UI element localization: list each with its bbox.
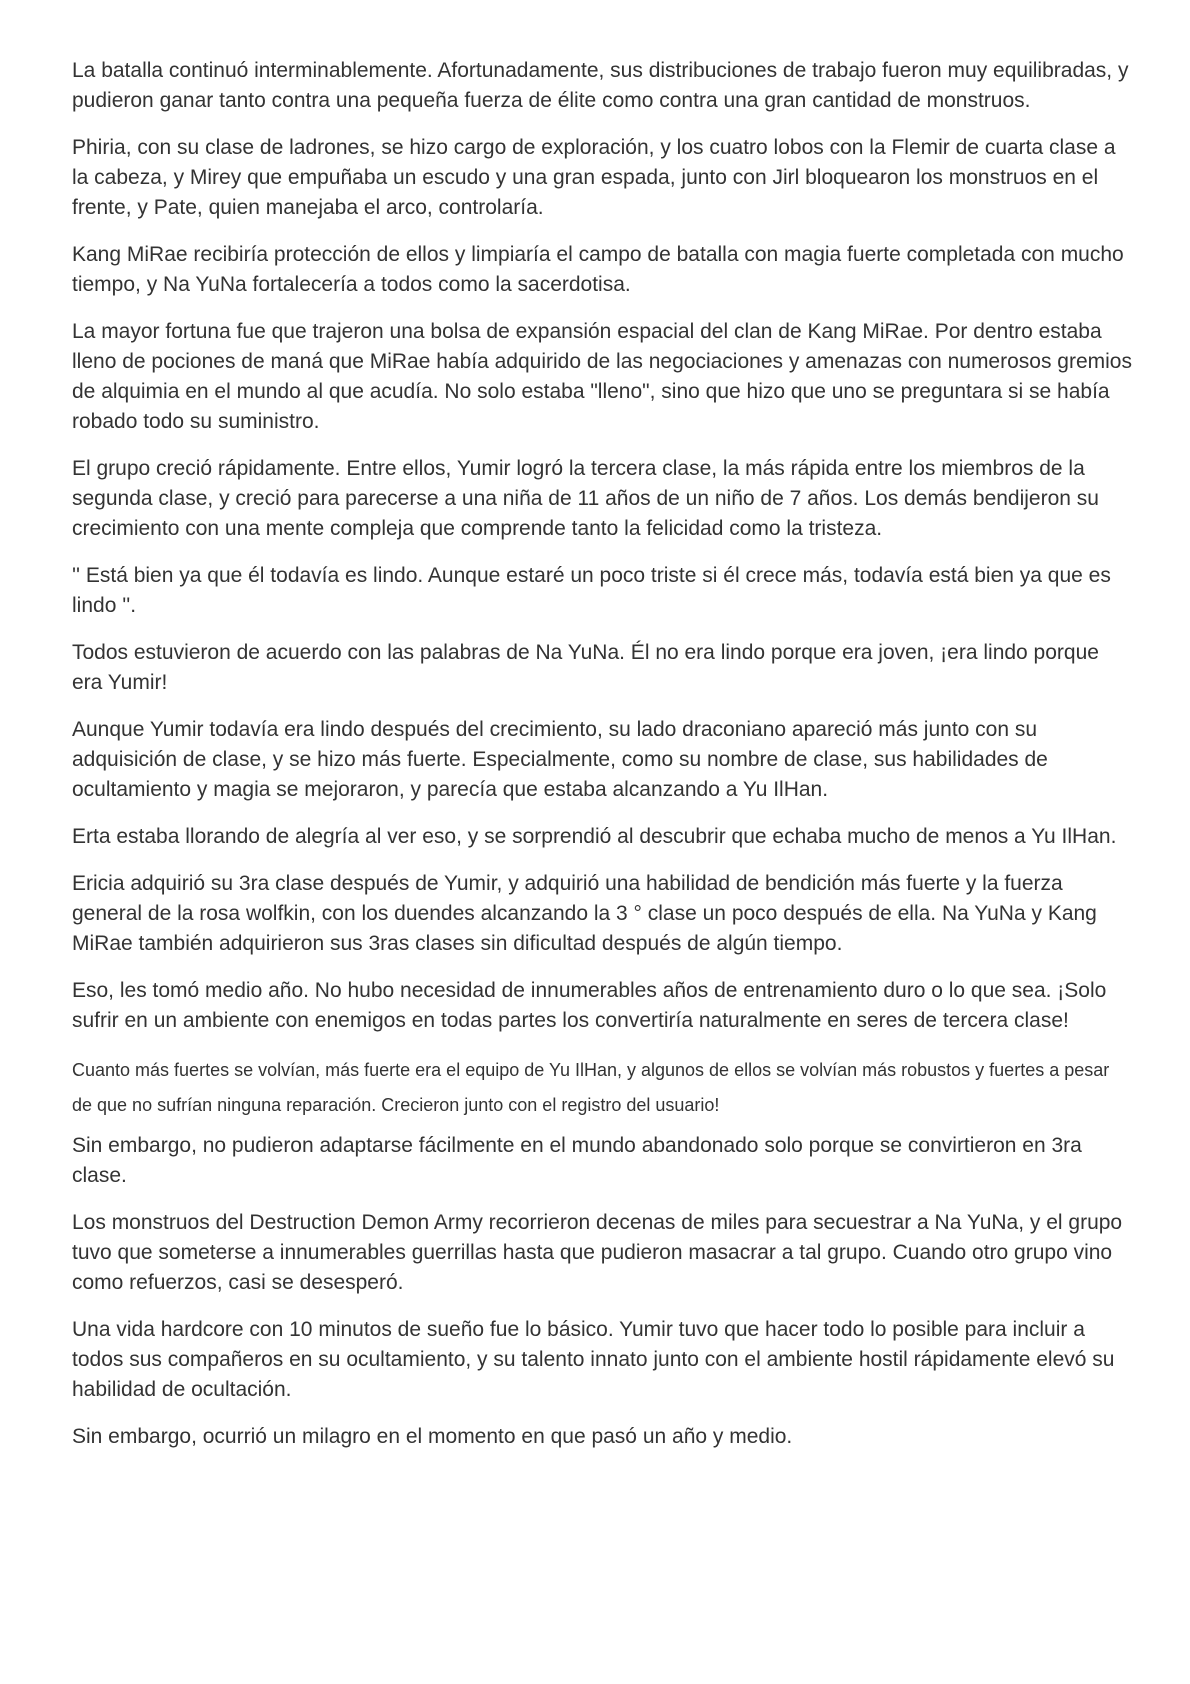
paragraph: La mayor fortuna fue que trajeron una bolsa de expansión espacial del clan de Kang MiRae. Por dentro estaba lleno de pociones de maná que MiRae había adquirido de las negociaciones y amenazas con numerosos gremios de alquimia en el mundo al que acudía. No solo estaba "lleno", sino que hizo que uno se preguntara si se había robado todo su suministro.: [72, 320, 1132, 433]
paragraph: Los monstruos del Destruction Demon Army recorrieron decenas de miles para secuestrar a Na YuNa, y el grupo tuvo que someterse a innumerables guerrillas hasta que pudieron masacrar a tal grupo. Cuando otro grupo vino como refuerzos, casi se desesperó.: [72, 1211, 1123, 1294]
paragraph: Sin embargo, no pudieron adaptarse fácilmente en el mundo abandonado solo porque se convirtieron en 3ra clase.: [72, 1134, 1082, 1187]
document-body: [72, 56, 1132, 1469]
paragraph: Kang MiRae recibiría protección de ellos y limpiaría el campo de batalla con magia fuerte completada con mucho tiempo, y Na YuNa fortalecería a todos como la sacerdotisa.: [72, 243, 1124, 296]
paragraph: '' Está bien ya que él todavía es lindo. Aunque estaré un poco triste si él crece más, todavía está bien ya que es lindo ''.: [72, 564, 1111, 617]
paragraph: Phiria, con su clase de ladrones, se hizo cargo de exploración, y los cuatro lobos con la Flemir de cuarta clase a la cabeza, y Mirey que empuñaba un escudo y una gran espada, junto con Jirl bloquearon los monstruos en el frente, y Pate, quien manejaba el arco, controlaría.: [72, 136, 1116, 219]
paragraph: El grupo creció rápidamente. Entre ellos, Yumir logró la tercera clase, la más rápida entre los miembros de la segunda clase, y creció para parecerse a una niña de 11 años de un niño de 7 años. Los demás bendijeron su crecimiento con una mente compleja que comprende tanto la felicidad como la tristeza.: [72, 457, 1099, 540]
paragraph: Ericia adquirió su 3ra clase después de Yumir, y adquirió una habilidad de bendición más fuerte y la fuerza general de la rosa wolfkin, con los duendes alcanzando la 3 ° clase un poco después de ella. Na YuNa y Kang MiRae también adquirieron sus 3ras clases sin dificultad después de algún tiempo.: [72, 872, 1097, 955]
paragraph: Una vida hardcore con 10 minutos de sueño fue lo básico. Yumir tuvo que hacer todo lo posible para incluir a todos sus compañeros en su ocultamiento, y su talento innato junto con el ambiente hostil rápidamente elevó su habilidad de ocultación.: [72, 1318, 1115, 1401]
paragraph: Todos estuvieron de acuerdo con las palabras de Na YuNa. Él no era lindo porque era joven, ¡era lindo porque era Yumir!: [72, 641, 1099, 694]
paragraph: La batalla continuó interminablemente. Afortunadamente, sus distribuciones de trabajo fueron muy equilibradas, y pudieron ganar tanto contra una pequeña fuerza de élite como contra una gran cantidad de monstruos.: [72, 59, 1129, 112]
paragraph-small: Cuanto más fuertes se volvían, más fuerte era el equipo de Yu IlHan, y algunos de ellos se volvían más robustos y fuertes a pesar de que no sufrían ninguna reparación. Crecieron junto con el registro del usuario!: [72, 1060, 1110, 1115]
paragraph: Sin embargo, ocurrió un milagro en el momento en que pasó un año y medio.: [72, 1425, 793, 1448]
paragraph: Aunque Yumir todavía era lindo después del crecimiento, su lado draconiano apareció más junto con su adquisición de clase, y se hizo más fuerte. Especialmente, como su nombre de clase, sus habilidades de ocultamiento y magia se mejoraron, y parecía que estaba alcanzando a Yu IlHan.: [72, 718, 1048, 801]
paragraph: Eso, les tomó medio año. No hubo necesidad de innumerables años de entrenamiento duro o lo que sea. ¡Solo sufrir en un ambiente con enemigos en todas partes los convertiría naturalmente en seres de tercera clase!: [72, 979, 1107, 1032]
paragraph: Erta estaba llorando de alegría al ver eso, y se sorprendió al descubrir que echaba mucho de menos a Yu IlHan.: [72, 825, 1117, 848]
